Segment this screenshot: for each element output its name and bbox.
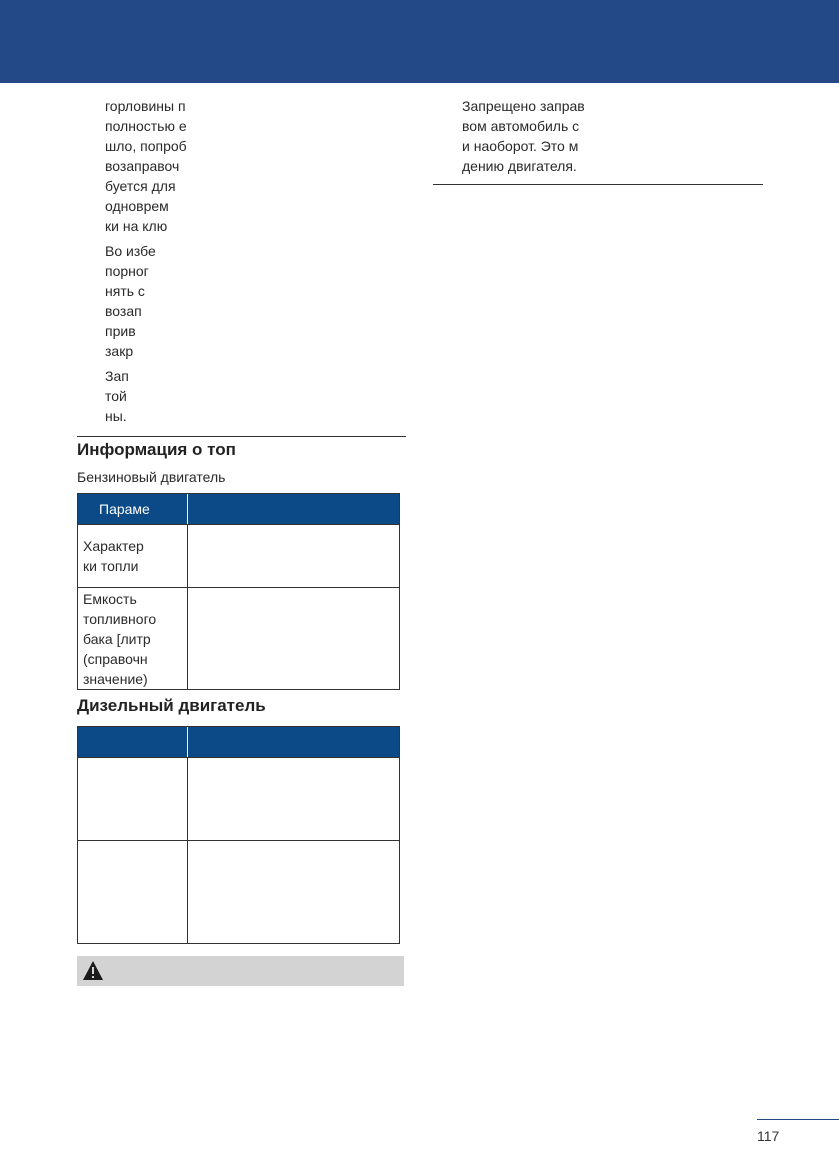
table-header-cell (78, 727, 188, 757)
paragraph-2 (105, 241, 156, 361)
table-row (78, 525, 399, 588)
text-line: ки на клю (105, 218, 168, 234)
page-number: 117 (757, 1128, 780, 1144)
warning-triangle-icon (82, 960, 104, 982)
table-cell (78, 758, 188, 840)
text-line: одноврем (105, 198, 169, 214)
table-cell (188, 525, 399, 587)
diesel-table (77, 726, 400, 944)
text-line: вом автомобиль с (462, 118, 580, 134)
page-number-rule (757, 1119, 839, 1120)
section-divider (77, 436, 406, 437)
text-line: возап (105, 303, 142, 319)
text-line: той (105, 388, 127, 404)
table-header-cell (188, 494, 399, 524)
cell-line: топливного (83, 611, 157, 627)
cell-line: бака [литр (83, 631, 151, 647)
cell-line: Характер (83, 538, 144, 554)
paragraph-1 (105, 96, 187, 236)
diesel-title: Дизельный двигатель (77, 696, 266, 715)
header-band (0, 0, 839, 83)
table-cell (78, 588, 188, 689)
cell-line: (справочн (83, 651, 148, 667)
text-line: и наоборот. Это м (462, 138, 579, 154)
table-row (78, 758, 399, 841)
table-header-cell (188, 727, 399, 757)
text-line: возаправоч (105, 158, 180, 174)
text-line: нять с (105, 283, 145, 299)
text-line: буется для (105, 178, 176, 194)
table-header-cell: Параме (78, 494, 188, 524)
table-cell (78, 841, 188, 943)
warning-bar (77, 956, 404, 986)
table-cell (188, 758, 399, 840)
text-line: Зап (105, 368, 129, 384)
right-column-divider (433, 184, 763, 185)
table-header (78, 494, 399, 525)
table-header (78, 727, 399, 758)
cell-line: Емкость (83, 591, 137, 607)
text-line: порног (105, 263, 149, 279)
cell-line: ки топли (83, 558, 139, 574)
text-line: прив (105, 323, 136, 339)
text-line: Во избе (105, 243, 156, 259)
table-cell (78, 525, 188, 587)
section-title: Информация о топ (77, 440, 236, 459)
text-line: Запрещено заправ (462, 98, 585, 114)
right-paragraph (462, 96, 585, 176)
table-cell (188, 588, 399, 689)
petrol-subtitle: Бензиновый двигатель (77, 469, 226, 485)
text-line: полностью е (105, 118, 187, 134)
text-line: закр (105, 343, 134, 359)
petrol-table (77, 493, 400, 690)
table-cell (188, 841, 399, 943)
paragraph-3 (105, 366, 129, 426)
text-line: дению двигателя. (462, 158, 577, 174)
table-row (78, 588, 399, 689)
text-line: горловины п (105, 98, 186, 114)
cell-line: значение) (83, 671, 148, 687)
text-line: шло, попроб (105, 138, 187, 154)
text-line: ны. (105, 408, 127, 424)
table-row (78, 841, 399, 943)
